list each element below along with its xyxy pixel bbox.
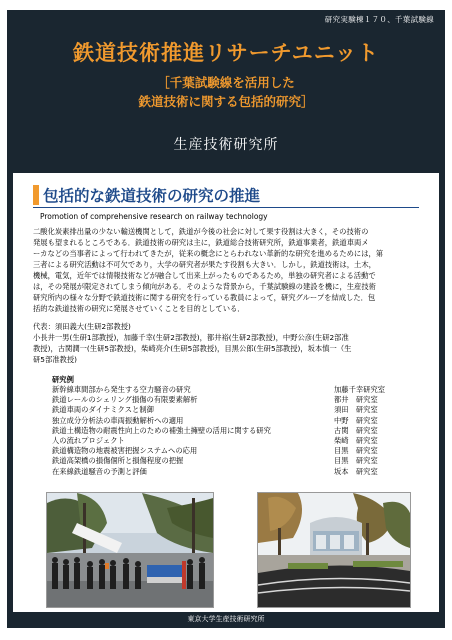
body-line: ーカなどの当事者によって行われてきたが，従来の概念にとらわれない革新的な研究を進めるためには，第 <box>33 249 384 258</box>
section-body <box>33 226 421 314</box>
research-lab: 目黒 研究室 <box>334 446 378 456</box>
page-title: 鉄道技術推進リサーチユニット <box>73 41 379 65</box>
institute-name: 生産技術研究所 <box>173 137 279 153</box>
research-lab: 柴崎 研究室 <box>334 435 378 445</box>
research-name: 鉄道土構造物の耐震性向上のための補強土擁壁の活用に関する研究 <box>52 425 271 435</box>
right-border <box>439 173 445 628</box>
test-line-photo <box>257 492 411 608</box>
research-name: 鉄道高架橋の損傷個所と損傷程度の把握 <box>52 456 184 466</box>
research-lab: 坂本 研究室 <box>334 466 378 476</box>
ceremony-photo-image <box>47 493 213 607</box>
research-lab: 都井 研究室 <box>334 395 378 405</box>
research-row <box>52 446 402 456</box>
research-lab: 古関 研究室 <box>334 425 378 435</box>
research-name: 人の流れプロジェクト <box>52 435 125 445</box>
research-lab: 中野 研究室 <box>334 415 378 425</box>
left-border <box>7 173 13 628</box>
body-line: 二酸化炭素排出量の少ない輸送機関として，鉄道が今後の社会に対して果す役割は大きく，その技術の <box>33 227 369 236</box>
subtitle-line-1: ［千葉試験線を活用した <box>157 75 295 90</box>
body-line: は，その発展が限定されてしまう傾向がある．そのような背景から，千葉試験線の建設を機に，生産技術 <box>33 282 376 291</box>
body-line: 機械，電気，近年では情報技術などが融合して出来上がったものであるため，単独の研究者による活動で <box>33 271 376 280</box>
members-line: 小長井一男(生研1部教授)，加藤千幸(生研2部教授)，都井裕(生研2部教授)，中野公彦(生研2部准 <box>33 333 349 342</box>
building-label: 研究実験棟１７０、千葉試験線 <box>324 15 434 24</box>
body-line: 研究所内の様々な分野で鉄道技術に関する研究を行っている教員によって，研究グループを結成した．包 <box>33 293 376 302</box>
members-line: 教授)，古関潤一(生研5部教授)，柴崎亮介(生研5部教授)，目黒公郎(生研5部教授)，坂本慎一（生 <box>33 344 352 353</box>
research-name: 鉄道レールのシェリング損傷の有限要素解析 <box>52 395 198 405</box>
research-row <box>52 385 402 395</box>
research-title: 研究例 <box>52 375 74 384</box>
research-name: 鉄道構造物の地震被害把握システムへの応用 <box>52 446 198 456</box>
research-row <box>52 467 402 477</box>
research-row <box>52 416 402 426</box>
representatives <box>33 321 423 365</box>
research-name: 鉄道車両のダイナミクスと制御 <box>52 405 154 415</box>
research-name: 新幹線車間部から発生する空力騒音の研究 <box>52 385 191 394</box>
members-line: 研5部准教授) <box>33 355 77 364</box>
research-name: 独立成分分析法の車両振動解析への適用 <box>52 415 184 425</box>
research-lab: 目黒 研究室 <box>334 456 378 466</box>
section-heading-english: Promotion of comprehensive research on railway technology <box>40 212 268 221</box>
research-row <box>52 395 402 405</box>
research-examples <box>52 374 402 477</box>
research-row <box>52 405 402 415</box>
research-row <box>52 436 402 446</box>
research-lab: 加藤千幸研究室 <box>334 385 386 394</box>
test-line-photo-image <box>258 493 410 607</box>
section-heading: 包括的な鉄道技術の研究の推進 <box>43 187 261 205</box>
subtitle-line-2: 鉄道技術に関する包括的研究］ <box>138 94 314 109</box>
footer-text: 東京大学生産技術研究所 <box>187 615 265 623</box>
body-line: 三者による研究活動は不可欠であり，大学の研究者が果たす役割も大きい．しかし，鉄道技術は，土木， <box>33 260 376 269</box>
body-line: 発展も望まれるところである．鉄道技術の研究は主に，鉄道総合技術研究所，鉄道事業者，鉄道車両メ <box>33 238 369 247</box>
heading-accent-bar <box>33 185 39 205</box>
research-row <box>52 426 402 436</box>
ceremony-photo <box>46 492 214 608</box>
research-row <box>52 456 402 466</box>
heading-underline <box>33 207 419 208</box>
representative-lead: 代表：須田義大(生研2部教授) <box>33 322 131 331</box>
research-lab: 須田 研究室 <box>334 405 378 415</box>
research-name: 在来線鉄道騒音の予測と評価 <box>52 466 147 476</box>
body-line: 括的な鉄道技術の研究に発展させていくことを目的としている． <box>33 304 245 313</box>
